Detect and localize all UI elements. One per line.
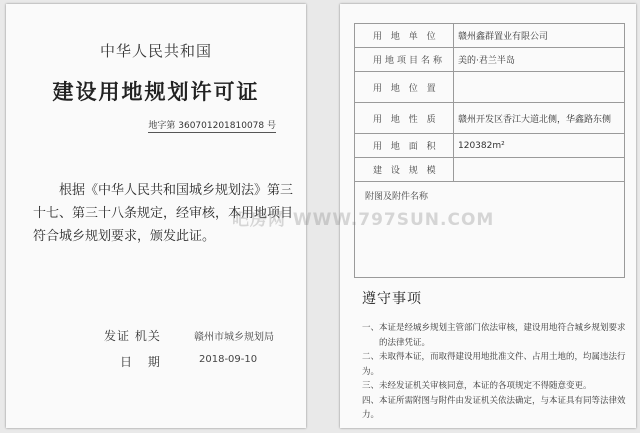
- row-value: 赣州鑫群置业有限公司: [454, 24, 625, 48]
- notice-list: [362, 321, 628, 423]
- notice-item: 一、本证是经城乡规划主管部门依法审核，建设用地符合城乡规划要求: [362, 323, 626, 333]
- row-value: 赣州开发区香江大道北侧，华鑫路东侧: [454, 103, 625, 134]
- table-row: [355, 158, 625, 182]
- certificate-body-text: 根据《中华人民共和国城乡规划法》第三十七、第三十八条规定，经审核，本用地项目符合城乡规划要求，颁发此证。: [33, 183, 294, 244]
- table-row: [355, 48, 625, 72]
- notice-title: 遵守事项: [362, 291, 422, 307]
- row-label: 建 设 规 模: [355, 158, 454, 182]
- notice-item: 三、未经发证机关审核同意，本证的各项规定不得随意变更。: [362, 381, 592, 391]
- notice-item: 四、本证所需附图与附件由发证机关依法确定，与本证具有同等法律效力。: [362, 395, 626, 420]
- date-value: 2018-09-10: [199, 354, 258, 365]
- notice-item: 的法律凭证。: [362, 337, 431, 348]
- row-label: 用地项目名称: [355, 48, 454, 72]
- notice-item: 二、未取得本证，而取得建设用地批准文件、占用土地的，均属违法行为。: [362, 352, 626, 377]
- watermark-text: 吧房网 WWW.797SUN.COM: [232, 210, 495, 230]
- issuer-label: 发证 机关: [104, 329, 161, 343]
- row-label: 用 地 单 位: [355, 24, 454, 48]
- row-value: 美的·君兰半岛: [454, 48, 625, 72]
- row-value: 120382m²: [454, 134, 625, 158]
- row-value: [454, 72, 625, 103]
- row-label: 用 地 位 置: [355, 72, 454, 103]
- row-label: 用 地 面 积: [355, 134, 454, 158]
- attachments-label: 附图及附件名称: [355, 182, 625, 278]
- table-row: [355, 134, 625, 158]
- certificate-number: 地字第 360701201810078 号: [148, 118, 276, 133]
- row-label: 用 地 性 质: [355, 103, 454, 134]
- table-row: [355, 103, 625, 134]
- table-row: [355, 24, 625, 48]
- table-row: [355, 72, 625, 103]
- issuer-value: 赣州市城乡规划局: [194, 332, 274, 343]
- country-name: 中华人民共和国: [99, 42, 212, 60]
- date-label: 日 期: [120, 355, 166, 369]
- certificate-title: 建设用地规划许可证: [52, 80, 260, 104]
- row-value: [454, 158, 625, 182]
- land-info-table: [354, 23, 625, 278]
